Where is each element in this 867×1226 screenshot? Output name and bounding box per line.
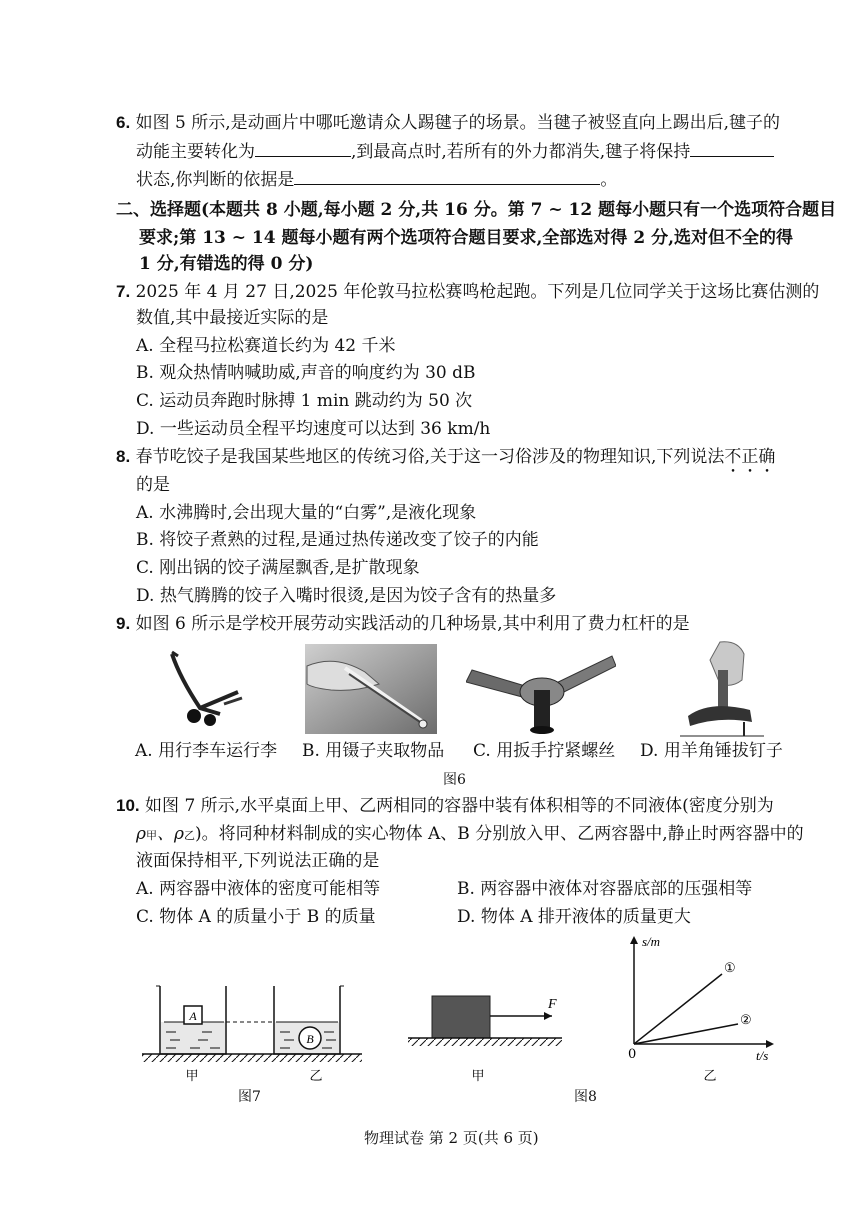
q6-blank-3[interactable] (294, 170, 600, 185)
q7-option-a[interactable]: A. 全程马拉松赛道长约为 42 千米 (136, 336, 396, 356)
q9-number: 9. (116, 614, 131, 633)
x-axis-label: t/s (756, 1048, 769, 1063)
figure6-caption: 图6 (443, 772, 466, 788)
q10-line2 (136, 823, 804, 847)
q8-option-c[interactable]: C. 刚出锅的饺子满屋飘香,是扩散现象 (136, 558, 420, 578)
block-a-label: A (189, 1009, 197, 1023)
claw-hammer-image (680, 640, 764, 738)
q10-text-2: )。将同种材料制成的实心物体 A、B 分别放入甲、乙两容器中,静止时两容器中的 (195, 824, 804, 844)
q7-number: 7. (116, 282, 131, 301)
q10-option-a[interactable]: A. 两容器中液体的密度可能相等 (136, 879, 381, 899)
y-axis-label: s/m (642, 934, 661, 949)
q6-number: 6. (116, 113, 131, 132)
q10-option-d[interactable]: D. 物体 A 排开液体的质量更大 (457, 907, 691, 927)
luggage-cart-image (160, 648, 250, 732)
q9-option-d[interactable]: D. 用羊角锤拔钉子 (640, 741, 783, 761)
q7-option-d[interactable]: D. 一些运动员全程平均速度可以达到 36 km/h (136, 419, 491, 439)
q9-option-c[interactable]: C. 用扳手拧紧螺丝 (473, 741, 616, 761)
q8-option-b[interactable]: B. 将饺子煮熟的过程,是通过热传递改变了饺子的内能 (136, 530, 539, 550)
q6-line1 (116, 112, 780, 134)
q6-blank-2[interactable] (690, 142, 774, 157)
figure8-label-yi: 乙 (703, 1069, 717, 1082)
q9-text-1: 如图 6 所示是学校开展劳动实践活动的几种场景,其中利用了费力杠杆的是 (135, 614, 690, 634)
figure7-caption: 图7 (238, 1089, 261, 1105)
q10-option-c[interactable]: C. 物体 A 的质量小于 B 的质量 (136, 907, 376, 927)
q6-text-2b: ,到最高点时,若所有的外力都消失,毽子将保持 (351, 142, 691, 162)
rho-sub-jia: 甲 (146, 829, 157, 842)
q7-option-b[interactable]: B. 观众热情呐喊助威,声音的响度约为 30 dB (136, 363, 476, 383)
section2-line2: 要求;第 13 ~ 14 题每小题有两个选项符合题目要求,全部选对得 2 分,选对但不全的得 (139, 228, 794, 248)
figure7-label-jia: 甲 (185, 1069, 199, 1084)
rho-sub-yi: 乙 (184, 829, 195, 842)
q10-text-1: 如图 7 所示,水平桌面上甲、乙两相同的容器中装有体积相等的不同液体(密度分别为 (145, 796, 774, 816)
q8-line2: 的是 (136, 475, 170, 495)
figure8-caption: 图8 (574, 1089, 597, 1105)
block (432, 996, 490, 1038)
ball-b-label: B (306, 1032, 314, 1046)
rho-symbol-1: ρ (136, 824, 146, 844)
q7-line1 (116, 281, 819, 303)
q7-line2: 数值,其中最接近实际的是 (136, 308, 329, 328)
q8-option-a[interactable]: A. 水沸腾时,会出现大量的“白雾”,是液化现象 (136, 503, 477, 523)
q10-line3: 液面保持相平,下列说法正确的是 (136, 851, 380, 871)
tweezers-image (305, 644, 437, 734)
rho-symbol-2: 、ρ (157, 824, 184, 844)
section2-line3: 1 分,有错选的得 0 分) (139, 254, 314, 274)
q8-line1 (116, 446, 775, 477)
line-1-label: ① (724, 961, 736, 976)
q6-text-2a: 动能主要转化为 (136, 142, 255, 162)
wrench-image (466, 646, 616, 738)
page-footer: 物理试卷 第 2 页(共 6 页) (364, 1129, 539, 1147)
line-2 (634, 1024, 738, 1044)
q8-text-1: 春节吃饺子是我国某些地区的传统习俗,关于这一习俗涉及的物理知识,下列说法 (135, 447, 725, 467)
q10-line1 (116, 795, 774, 817)
figure7-diagram (140, 978, 370, 1088)
section2-line1: 二、选择题(本题共 8 小题,每小题 2 分,共 16 分。第 7 ~ 12 题每小题只有一个选项符合题目 (116, 200, 837, 220)
q8-option-d[interactable]: D. 热气腾腾的饺子入嘴时很烫,是因为饺子含有的热量多 (136, 586, 557, 606)
q6-line2 (136, 141, 774, 163)
q9-option-b[interactable]: B. 用镊子夹取物品 (302, 741, 445, 761)
q7-option-c[interactable]: C. 运动员奔跑时脉搏 1 min 跳动约为 50 次 (136, 391, 473, 411)
q9-line1 (116, 613, 690, 635)
q10-option-b[interactable]: B. 两容器中液体对容器底部的压强相等 (457, 879, 753, 899)
figure8-label-jia: 甲 (471, 1069, 485, 1082)
q8-emphasis: 不正确 (724, 447, 776, 467)
figure8-jia-diagram (402, 992, 572, 1082)
q10-number: 10. (116, 796, 140, 815)
q7-text-1: 2025 年 4 月 27 日,2025 年伦敦马拉松赛鸣枪起跑。下列是几位同学关于这场比赛估测的 (135, 282, 820, 302)
origin-label: 0 (628, 1047, 637, 1062)
figure8-st-graph (620, 932, 790, 1082)
q6-blank-1[interactable] (255, 142, 351, 157)
q9-option-a[interactable]: A. 用行李车运行李 (135, 741, 278, 761)
q6-text-1: 如图 5 所示,是动画片中哪吒邀请众人踢毽子的场景。当毽子被竖直向上踢出后,毽子的 (135, 113, 781, 133)
q6-text-3a: 状态,你判断的依据是 (136, 170, 295, 190)
line-1 (634, 974, 722, 1044)
q6-text-3b: 。 (600, 170, 618, 190)
line-2-label: ② (740, 1013, 752, 1028)
force-label: F (548, 997, 557, 1012)
q8-number: 8. (116, 447, 131, 466)
q6-line3 (136, 169, 617, 191)
figure7-label-yi: 乙 (309, 1069, 323, 1084)
